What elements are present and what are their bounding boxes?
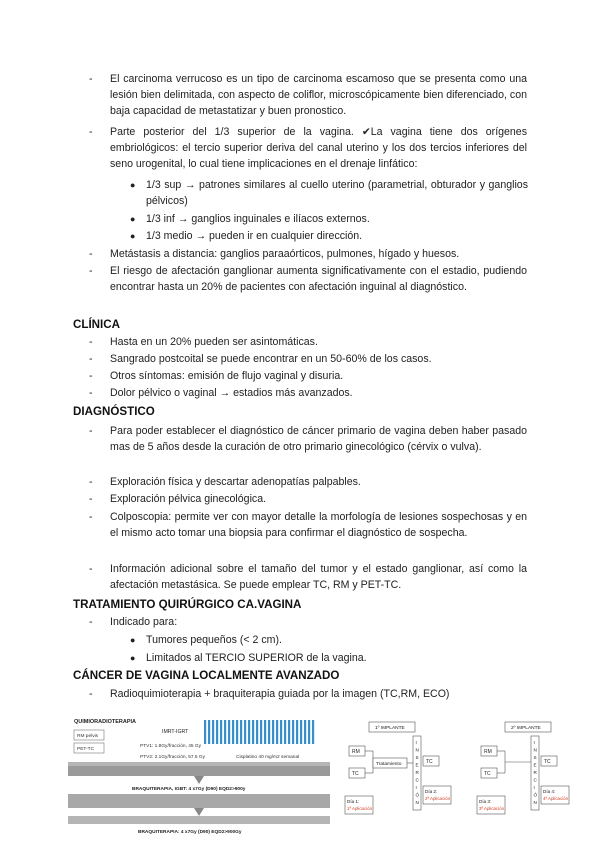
first-implant-diagram (343, 712, 469, 848)
list-item: - Metástasis a distancia: ganglios paraaórticos, pulmones, hígado y huesos. (89, 248, 460, 260)
insercion-letter: I (533, 740, 535, 745)
braqui2-label: BRAQUITERAPIA: 4 x7Gy (D90) EQD2>900Gy (138, 830, 242, 835)
ptv2-label: PTV2: 2.1Gy/fracción, 57.5 Gy (140, 755, 206, 760)
insercion-letter: I (533, 785, 535, 790)
fraction-bar (220, 720, 222, 744)
insercion-letter: S (415, 755, 419, 760)
insercion-letter: S (533, 755, 537, 760)
implant1-tratamiento: Tratamiento (376, 762, 402, 767)
fraction-bar (216, 720, 218, 744)
braqui1-label: BRAQUITERAPIA, IGBT: 4 x7Gy (D90) EQD2>900y (132, 787, 246, 792)
fraction-bar (208, 720, 210, 744)
heading-tratamiento: TRATAMIENTO QUIRÚRGICO CA.VAGINA (73, 598, 302, 611)
insercion-letter: N (415, 747, 419, 753)
fraction-bar (236, 720, 238, 744)
implant1-rm: RM (352, 749, 360, 755)
insercion-letter: Ó (415, 792, 420, 798)
list-item: - Exploración pélvica ginecológica. (89, 493, 267, 505)
list-item: - El carcinoma verrucoso es un tipo de carcinoma escamoso que se presenta como una lesión bien delimitada, con aspecto de coliflor, microscópicamente bien diferenciado, con baja capacidad de metastatizar y buen pronostico. (89, 73, 527, 118)
insercion-letter: Ó (533, 792, 538, 798)
insercion-letter: I (415, 785, 417, 790)
heading-avanzado: CÁNCER DE VAGINA LOCALMENTE AVANZADO (73, 669, 340, 682)
fraction-bar (228, 720, 230, 744)
fraction-bar (248, 720, 250, 744)
fraction-bar (280, 720, 282, 744)
fraction-bar (272, 720, 274, 744)
imrt-label: IMRT-IGRT (162, 729, 189, 735)
implant2-dia3-sub: 3ª Aplicación (479, 806, 505, 811)
list-item: - El riesgo de afectación ganglionar aumenta significativamente con el estadio, pudiendo encontrar hasta un 20% de pacientes con afectación inguinal al diagnóstico. (89, 265, 527, 294)
fraction-bar (204, 720, 206, 744)
fraction-bar (252, 720, 254, 744)
fraction-bar (300, 720, 302, 744)
list-item: - Para poder establecer el diagnóstico de cáncer primario de vagina deben haber pasado mas de 5 años desde la curación de otro primario ginecológico (cérvix o vulva). (89, 425, 527, 454)
implant1-dia2: Día 2: (425, 789, 438, 794)
list-item: - Hasta en un 20% pueden ser asintomáticas. (89, 336, 318, 348)
scheme-title: QUIMIORADIOTERAPIA (74, 719, 137, 725)
sub-list-item: ● 1/3 sup → patrones similares al cuello uterino (parametrial, obturador y ganglios pélvicos) (130, 179, 528, 208)
insercion-letter: I (415, 740, 417, 745)
insercion-letter: N (533, 800, 537, 805)
insercion-letter: R (533, 770, 537, 775)
insercion-letter: E (415, 762, 419, 768)
fraction-bar (212, 720, 214, 744)
fraction-bar (296, 720, 298, 744)
fraction-bar (292, 720, 294, 744)
cisplatino-label: Cisplatino 40 mg/m2 semanal (236, 755, 300, 760)
sub-list-item: ● 1/3 medio → pueden ir en cualquier dirección. (130, 230, 363, 242)
fraction-bars (204, 720, 314, 744)
implant2-dia4: Día 4: (543, 789, 556, 794)
implant2-rm: RM (484, 749, 492, 755)
list-item: - Parte posterior del 1/3 superior de la vagina. ✔La vagina tiene dos orígenes embriológicos: el tercio superior deriva del canal uterino y los dos tercios inferiores del seno urogenital, lo cual tiene implicaciones en el drenaje linfático: (89, 126, 527, 171)
implant2-dia3: Día 3: (479, 799, 492, 804)
list-item: - Radioquimioterapia + braquiterapia guiada por la imagen (TC,RM, ECO) (89, 688, 450, 700)
insercion-letter: C (533, 777, 537, 783)
list-item: - Información adicional sobre el tamaño del tumor y el estado ganglionar, así como la afectación metastásica. Se puede emplear TC, RM y PET-TC. (89, 563, 527, 592)
insercion-letter: N (415, 800, 419, 805)
fraction-bar (304, 720, 306, 744)
list-item: - Otros síntomas: emisión de flujo vaginal y disuria. (89, 370, 344, 382)
insercion-letter: E (533, 762, 537, 768)
list-item: - Indicado para: (89, 616, 178, 628)
implant1-dia2-sub: 2ª Aplicación (425, 796, 451, 801)
fraction-bar (268, 720, 270, 744)
fraction-bar (312, 720, 314, 744)
implant1-dia1: Día 1: (347, 799, 360, 804)
implant2-dia4-sub: 4ª Aplicación (543, 796, 569, 801)
rm-pelvis-label: RM pelvis (77, 734, 99, 739)
implant1-tc2: TC (426, 759, 433, 765)
implant2-title: 2º IMPLANTE (511, 726, 541, 731)
fraction-bar (244, 720, 246, 744)
implant1-dia1-sub: 1ª Aplicación (347, 806, 373, 811)
fraction-bar (224, 720, 226, 744)
implant2-tc2: TC (544, 759, 551, 765)
treatment-scheme-figure (68, 712, 330, 848)
implant2-tc: TC (484, 771, 491, 777)
fraction-bar (288, 720, 290, 744)
list-item: - Exploración física y descartar adenopatías palpables. (89, 476, 361, 488)
fraction-bar (264, 720, 266, 744)
sub-list-item: ● 1/3 inf → ganglios inguinales e ilíacos externos. (130, 213, 370, 225)
fraction-bar (308, 720, 310, 744)
heading-clinica: CLÍNICA (73, 318, 121, 331)
list-item: - Colposcopia: permite ver con mayor detalle la morfología de lesiones sospechosas y en el mismo acto tomar una biopsia para confirmar el diagnóstico de sospecha. (89, 511, 527, 540)
list-item: - Dolor pélvico o vaginal → estadios más avanzados. (89, 387, 353, 399)
ptv1-label: PTV1: 1.8Gy/fracción, 45 Gy (140, 744, 202, 749)
insercion-letter: N (533, 747, 537, 753)
fraction-bar (256, 720, 258, 744)
heading-diagnostico: DIAGNÓSTICO (73, 405, 155, 418)
fraction-bar (240, 720, 242, 744)
implant1-tc: TC (352, 771, 359, 777)
insercion-letter: R (415, 770, 419, 775)
fraction-bar (260, 720, 262, 744)
implant1-title: 1º IMPLANTE (375, 726, 405, 731)
sub-list-item: ● Tumores pequeños (< 2 cm). (130, 634, 282, 646)
fraction-bar (232, 720, 234, 744)
sub-list-item: ● Limitados al TERCIO SUPERIOR de la vagina. (130, 652, 367, 664)
fraction-bar (276, 720, 278, 744)
insercion-letter: C (415, 777, 419, 783)
pet-tc-label: PET-TC (77, 747, 95, 752)
fraction-bar (284, 720, 286, 744)
list-item: - Sangrado postcoital se puede encontrar en un 50-60% de los casos. (89, 353, 432, 365)
second-implant-diagram (475, 712, 585, 848)
